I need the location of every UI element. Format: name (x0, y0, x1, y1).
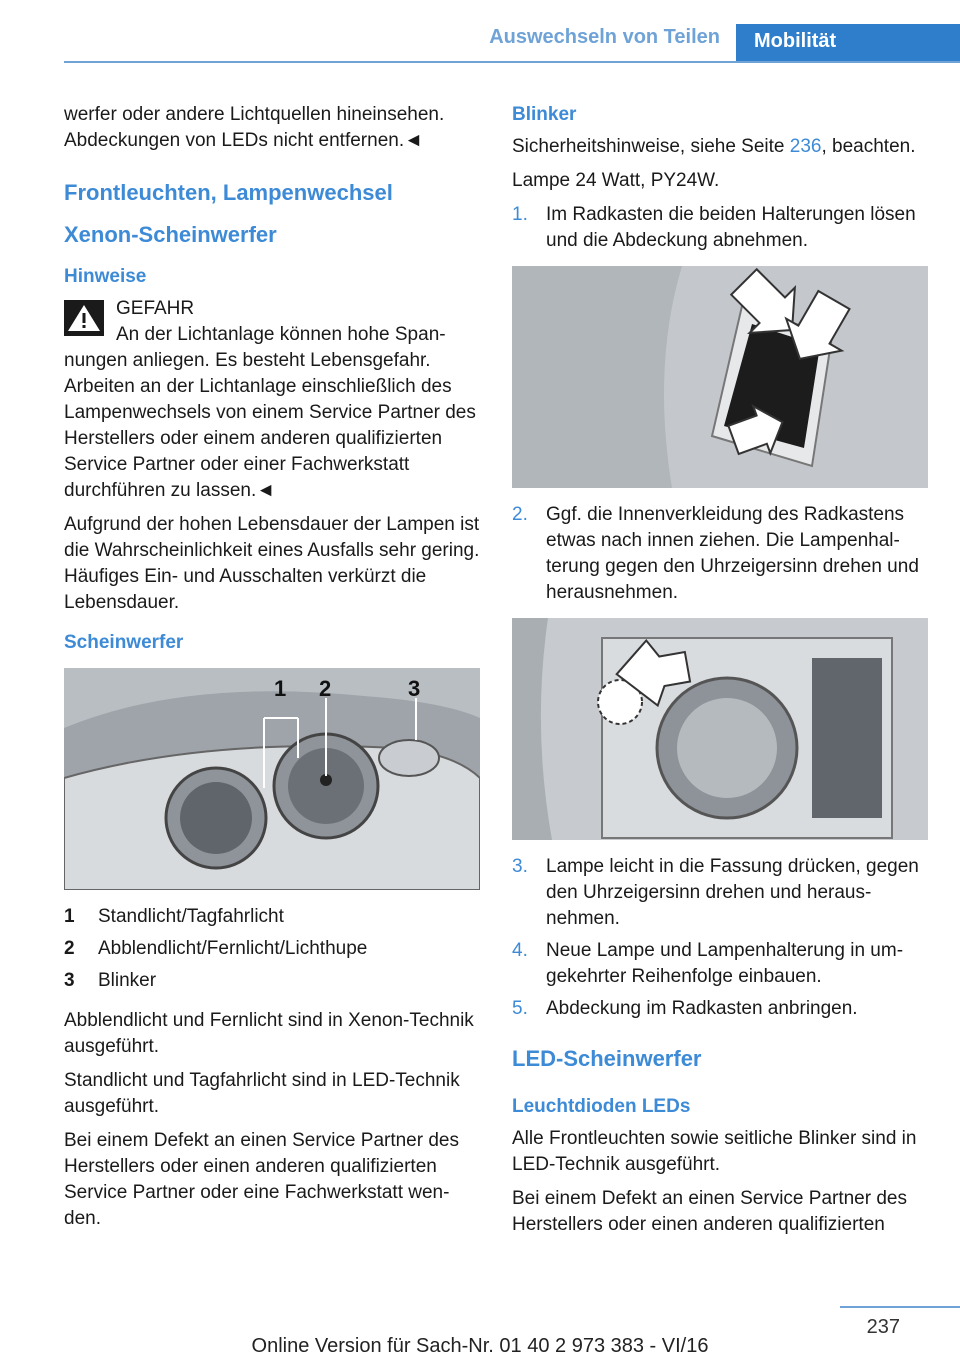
defect-paragraph: Bei einem Defekt an einen Service Partner des Herstellers oder einen anderen qualifizierten Service Partner oder eine Fachwerkstatt wenden. (64, 1130, 459, 1229)
footer-rule (840, 1306, 960, 1308)
step-number: 3. (512, 856, 528, 877)
legend-number: 1 (64, 906, 75, 927)
step-text: Abdeckung im Radkasten anbringen. (546, 998, 858, 1019)
lifetime-paragraph: Aufgrund der hohen Lebensdauer der Lampen ist die Wahrscheinlichkeit eines Ausfalls sehr gering. Häufiges Ein- und Ausschalten verkürzt die Lebensdauer. (64, 514, 480, 613)
warning-title: GEFAHR (116, 298, 195, 319)
legend-text: Blinker (98, 970, 157, 991)
safety-text-end: , beachten. (821, 136, 916, 157)
footer-version-text: Online Version für Sach-Nr. 01 40 2 973 383 - VI/16 (251, 1335, 709, 1357)
page-reference-link[interactable]: 236 (789, 136, 822, 157)
step-item (512, 996, 928, 1022)
heading-led-scheinwerfer: LED-Scheinwerfer (512, 1046, 702, 1071)
step-item (512, 938, 928, 990)
running-header-section: Auswechseln von Teilen (489, 26, 720, 48)
warning-triangle-icon (64, 300, 104, 336)
step-number: 5. (512, 998, 528, 1019)
step-number: 4. (512, 940, 528, 961)
page-number: 237 (866, 1316, 900, 1338)
step-text: Ggf. die Innenverkleidung des Radkastens etwas nach innen ziehen. Die Lampenhalterung gegen den Uhrzeigersinn drehen und herausnehmen. (546, 504, 919, 603)
step-item (512, 854, 928, 932)
heading-hinweise: Hinweise (64, 266, 147, 287)
header-rule (64, 61, 960, 63)
step-item (512, 202, 928, 254)
wheel-arch-illustration (512, 266, 928, 488)
heading-scheinwerfer: Scheinwerfer (64, 632, 184, 653)
warning-text: nungen anliegen. Es besteht Lebensgefahr. Arbeiten an der Lichtanlage einschließlich des Lampenwechsels von einem Service Partner des Herstellers oder einem anderen qualifizierten Service Partner oder einer Fachwerkstatt durchführen zu lassen.◄ (64, 350, 476, 501)
headlight-figure (64, 668, 480, 890)
led-paragraph: Standlicht und Tagfahrlicht sind in LED-Technik ausgeführt. (64, 1070, 460, 1117)
safety-reference (512, 134, 928, 160)
running-header-chapter-tab: Mobilität (736, 24, 960, 63)
intro-paragraph: werfer oder andere Lichtquellen hineinsehen. Abdeckungen von LEDs nicht entfernen.◄ (64, 104, 445, 151)
xenon-paragraph: Abblendlicht und Fernlicht sind in Xenon-Technik ausgeführt. (64, 1010, 474, 1057)
safety-text: Sicherheitshinweise, siehe Seite (512, 136, 790, 157)
legend-text: Standlicht/Tagfahrlicht (98, 906, 284, 927)
step-text: Im Radkasten die beiden Halterungen lösen und die Abdeckung abnehmen. (546, 204, 916, 251)
wheel-arch-cover-figure (512, 266, 928, 488)
led-defect-paragraph: Bei einem Defekt an einen Service Partner des Herstellers oder einen anderen qualifizierten (512, 1188, 907, 1235)
right-column (512, 102, 928, 1246)
legend-number: 3 (64, 970, 75, 991)
steps-list (512, 202, 928, 1022)
left-column (64, 102, 480, 1240)
step-item (512, 502, 928, 606)
figure-label-1: 1 (274, 676, 287, 701)
lamp-holder-figure (512, 618, 928, 840)
step-text: Lampe leicht in die Fassung drücken, gegen den Uhrzeigersinn drehen und herausnehmen. (546, 856, 919, 929)
heading-blinker: Blinker (512, 104, 577, 125)
heading-leuchtdioden: Leuchtdioden LEDs (512, 1096, 691, 1117)
led-all-paragraph: Alle Frontleuchten sowie seitliche Blinker sind in LED-Technik ausgeführt. (512, 1128, 917, 1175)
step-number: 1. (512, 204, 528, 225)
lamp-holder-illustration (512, 618, 928, 840)
headlight-legend (64, 904, 480, 994)
warning-text-first-line: An der Lichtanlage können hohe Span- (116, 324, 446, 345)
step-number: 2. (512, 504, 528, 525)
lamp-spec: Lampe 24 Watt, PY24W. (512, 170, 720, 191)
legend-number: 2 (64, 938, 75, 959)
heading-frontleuchten: Frontleuchten, Lampenwechsel (64, 180, 393, 205)
legend-text: Abblendlicht/Fernlicht/Lichthupe (98, 938, 368, 959)
figure-label-3: 3 (408, 676, 421, 701)
heading-xenon: Xenon-Scheinwerfer (64, 222, 277, 247)
headlight-illustration (64, 668, 480, 890)
figure-label-2: 2 (319, 676, 332, 701)
step-text: Neue Lampe und Lampenhalterung in umgekehrter Reihenfolge einbauen. (546, 940, 904, 987)
danger-warning (64, 296, 480, 348)
